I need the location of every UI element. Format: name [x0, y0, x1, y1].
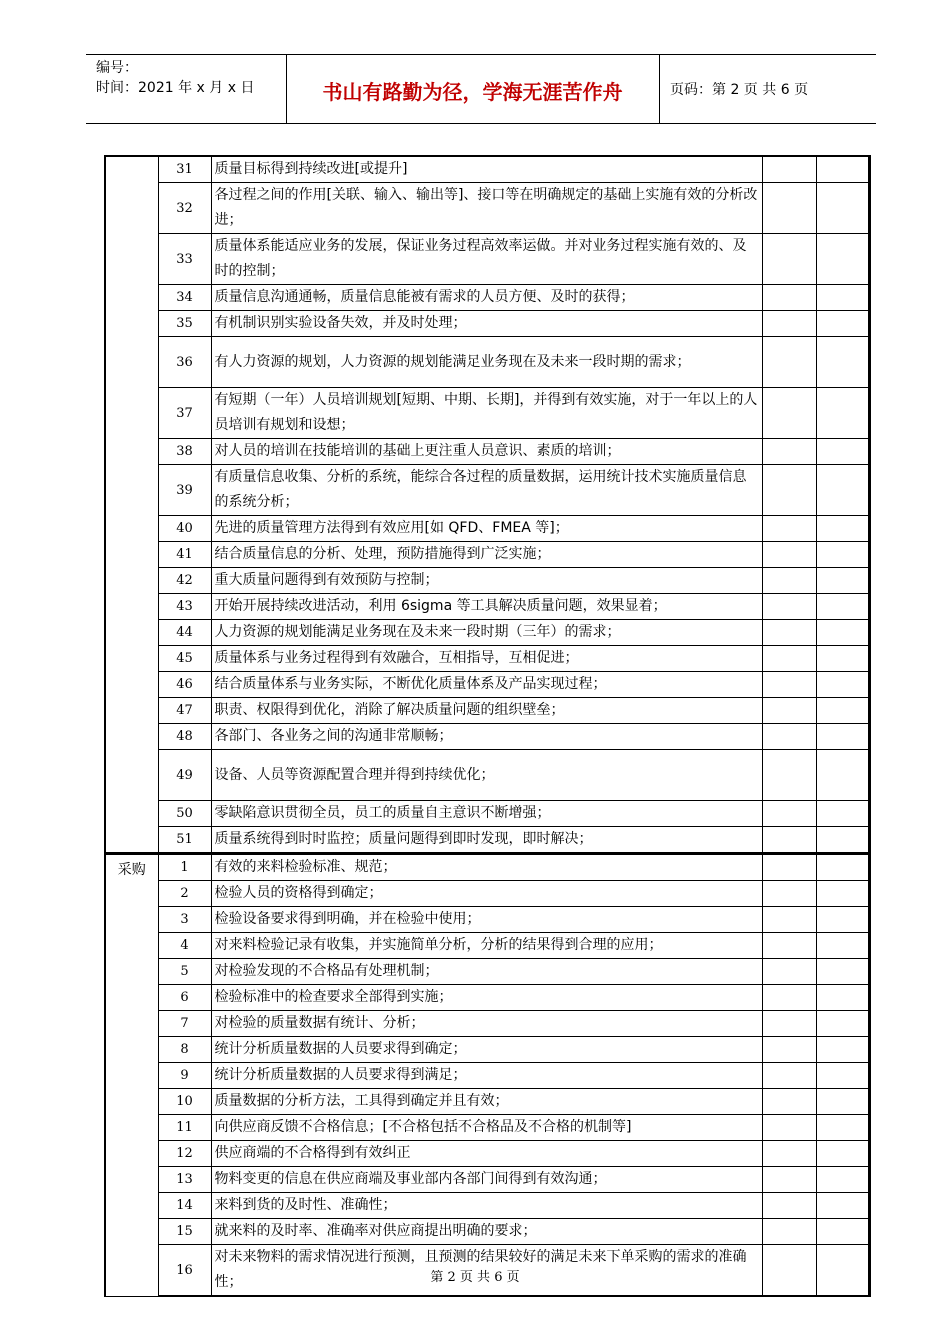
remark-cell[interactable]: [816, 827, 869, 854]
check-cell[interactable]: [762, 724, 816, 750]
table-row: [105, 337, 869, 388]
category-cell: [105, 156, 158, 854]
item-text: 结合质量信息的分析、处理，预防措施得到广泛实施；: [211, 542, 762, 568]
table-row: [105, 183, 869, 234]
check-cell[interactable]: [762, 620, 816, 646]
item-text: 供应商端的不合格得到有效纠正: [211, 1141, 762, 1167]
check-cell[interactable]: [762, 465, 816, 516]
remark-cell[interactable]: [816, 907, 869, 933]
item-text: 就来料的及时率、准确率对供应商提出明确的要求；: [211, 1219, 762, 1245]
remark-cell[interactable]: [816, 388, 869, 439]
item-number: 32: [158, 183, 211, 234]
check-cell[interactable]: [762, 1219, 816, 1245]
item-text: 向供应商反馈不合格信息；[不合格包括不合格品及不合格的机制等]: [211, 1115, 762, 1141]
check-cell[interactable]: [762, 907, 816, 933]
item-text: 重大质量问题得到有效预防与控制；: [211, 568, 762, 594]
table-row: [105, 516, 869, 542]
check-cell[interactable]: [762, 1193, 816, 1219]
item-number: 6: [158, 985, 211, 1011]
item-text: 统计分析质量数据的人员要求得到确定；: [211, 1037, 762, 1063]
check-cell[interactable]: [762, 646, 816, 672]
table-row: [105, 594, 869, 620]
table-row: [105, 1063, 869, 1089]
item-number: 46: [158, 672, 211, 698]
check-cell[interactable]: [762, 234, 816, 285]
item-number: 33: [158, 234, 211, 285]
item-text: 有短期（一年）人员培训规划[短期、中期、长期]，并得到有效实施，对于一年以上的人员培训有规划和设想；: [211, 388, 762, 439]
remark-cell[interactable]: [816, 750, 869, 801]
checklist-body: [105, 156, 869, 1296]
remark-cell[interactable]: [816, 1063, 869, 1089]
remark-cell[interactable]: [816, 234, 869, 285]
remark-cell[interactable]: [816, 881, 869, 907]
item-number: 43: [158, 594, 211, 620]
table-row: [105, 724, 869, 750]
item-number: 48: [158, 724, 211, 750]
item-number: 12: [158, 1141, 211, 1167]
table-row: [105, 1141, 869, 1167]
check-cell[interactable]: [762, 388, 816, 439]
table-row: [105, 620, 869, 646]
remark-cell[interactable]: [816, 311, 869, 337]
item-text: 有人力资源的规划，人力资源的规划能满足业务现在及未来一段时期的需求；: [211, 337, 762, 388]
item-number: 45: [158, 646, 211, 672]
category-cell: 采购: [105, 854, 158, 1297]
table-row: [105, 881, 869, 907]
item-text: 统计分析质量数据的人员要求得到满足；: [211, 1063, 762, 1089]
item-number: 15: [158, 1219, 211, 1245]
table-row: [105, 156, 869, 183]
item-number: 39: [158, 465, 211, 516]
item-text: 对人员的培训在技能培训的基础上更注重人员意识、素质的培训；: [211, 439, 762, 465]
check-cell[interactable]: [762, 827, 816, 854]
table-row: [105, 854, 869, 881]
item-text: 来料到货的及时性、准确性；: [211, 1193, 762, 1219]
check-cell[interactable]: [762, 439, 816, 465]
item-number: 42: [158, 568, 211, 594]
remark-cell[interactable]: [816, 959, 869, 985]
remark-cell[interactable]: [816, 698, 869, 724]
check-cell[interactable]: [762, 985, 816, 1011]
header-page-label: 页码：第 2 页 共 6 页: [670, 82, 809, 98]
item-number: 9: [158, 1063, 211, 1089]
item-number: 4: [158, 933, 211, 959]
table-row: [105, 439, 869, 465]
item-number: 51: [158, 827, 211, 854]
item-number: 50: [158, 801, 211, 827]
item-number: 11: [158, 1115, 211, 1141]
table-row: [105, 672, 869, 698]
remark-cell[interactable]: [816, 439, 869, 465]
remark-cell[interactable]: [816, 1115, 869, 1141]
table-row: [105, 1167, 869, 1193]
item-number: 13: [158, 1167, 211, 1193]
item-number: 10: [158, 1089, 211, 1115]
table-row: [105, 933, 869, 959]
remark-cell[interactable]: [816, 285, 869, 311]
item-text: 职责、权限得到优化，消除了解决质量问题的组织壁垒；: [211, 698, 762, 724]
table-row: [105, 1115, 869, 1141]
item-number: 2: [158, 881, 211, 907]
item-text: 有质量信息收集、分析的系统，能综合各过程的质量数据，运用统计技术实施质量信息的系统分析；: [211, 465, 762, 516]
remark-cell[interactable]: [816, 516, 869, 542]
item-text: 质量数据的分析方法，工具得到确定并且有效；: [211, 1089, 762, 1115]
item-number: 38: [158, 439, 211, 465]
item-text: 开始开展持续改进活动，利用 6sigma 等工具解决质量问题，效果显着；: [211, 594, 762, 620]
table-row: [105, 1011, 869, 1037]
item-text: 质量信息沟通通畅，质量信息能被有需求的人员方便、及时的获得；: [211, 285, 762, 311]
item-number: 47: [158, 698, 211, 724]
check-cell[interactable]: [762, 1089, 816, 1115]
item-number: 7: [158, 1011, 211, 1037]
remark-cell[interactable]: [816, 854, 869, 881]
table-row: [105, 1219, 869, 1245]
item-text: 检验设备要求得到明确，并在检验中使用；: [211, 907, 762, 933]
item-number: 16: [158, 1245, 211, 1297]
item-text: 对检验发现的不合格品有处理机制；: [211, 959, 762, 985]
item-text: 对来料检验记录有收集，并实施简单分析，分析的结果得到合理的应用；: [211, 933, 762, 959]
item-number: 44: [158, 620, 211, 646]
table-row: [105, 750, 869, 801]
remark-cell[interactable]: [816, 465, 869, 516]
item-text: 质量系统得到时时监控；质量问题得到即时发现，即时解决；: [211, 827, 762, 854]
header-bottom-rule: [86, 123, 876, 124]
check-cell[interactable]: [762, 1167, 816, 1193]
time-label: 时间：2021 年 x 月 x 日: [96, 80, 255, 96]
remark-cell[interactable]: [816, 542, 869, 568]
item-text: 有机制识别实验设备失效，并及时处理；: [211, 311, 762, 337]
header-meta: [96, 58, 254, 98]
check-cell[interactable]: [762, 542, 816, 568]
remark-cell[interactable]: [816, 156, 869, 183]
table-row: [105, 698, 869, 724]
table-row: [105, 568, 869, 594]
check-cell[interactable]: [762, 933, 816, 959]
item-text: 检验人员的资格得到确定；: [211, 881, 762, 907]
item-text: 有效的来料检验标准、规范；: [211, 854, 762, 881]
remark-cell[interactable]: [816, 985, 869, 1011]
remark-cell[interactable]: [816, 594, 869, 620]
item-text: 质量体系与业务过程得到有效融合，互相指导，互相促进；: [211, 646, 762, 672]
check-cell[interactable]: [762, 311, 816, 337]
table-row: [105, 801, 869, 827]
item-number: 40: [158, 516, 211, 542]
item-text: 零缺陷意识贯彻全员，员工的质量自主意识不断增强；: [211, 801, 762, 827]
item-text: 设备、人员等资源配置合理并得到持续优化；: [211, 750, 762, 801]
check-cell[interactable]: [762, 183, 816, 234]
remark-cell[interactable]: [816, 933, 869, 959]
table-row: [105, 542, 869, 568]
remark-cell[interactable]: [816, 620, 869, 646]
check-cell[interactable]: [762, 672, 816, 698]
check-cell[interactable]: [762, 750, 816, 801]
item-number: 34: [158, 285, 211, 311]
item-text: 质量目标得到持续改进[或提升]: [211, 156, 762, 183]
item-text: 先进的质量管理方法得到有效应用[如 QFD、FMEA 等]；: [211, 516, 762, 542]
remark-cell[interactable]: [816, 337, 869, 388]
remark-cell[interactable]: [816, 1089, 869, 1115]
item-text: 结合质量体系与业务实际，不断优化质量体系及产品实现过程；: [211, 672, 762, 698]
table-row: [105, 646, 869, 672]
item-number: 35: [158, 311, 211, 337]
check-cell[interactable]: [762, 594, 816, 620]
check-cell[interactable]: [762, 959, 816, 985]
check-cell[interactable]: [762, 1063, 816, 1089]
check-cell[interactable]: [762, 1141, 816, 1167]
check-cell[interactable]: [762, 1037, 816, 1063]
check-cell[interactable]: [762, 1011, 816, 1037]
remark-cell[interactable]: [816, 646, 869, 672]
remark-cell[interactable]: [816, 1037, 869, 1063]
table-row: [105, 907, 869, 933]
table-row: [105, 311, 869, 337]
check-cell[interactable]: [762, 801, 816, 827]
header-top-rule: [86, 54, 876, 55]
item-text: 各过程之间的作用[关联、输入、输出等]、接口等在明确规定的基础上实施有效的分析改进；: [211, 183, 762, 234]
item-number: 5: [158, 959, 211, 985]
table-row: [105, 388, 869, 439]
check-cell[interactable]: [762, 568, 816, 594]
item-number: 31: [158, 156, 211, 183]
table-row: [105, 959, 869, 985]
remark-cell[interactable]: [816, 672, 869, 698]
check-cell[interactable]: [762, 516, 816, 542]
header-divider-right: [659, 55, 660, 123]
item-number: 37: [158, 388, 211, 439]
remark-cell[interactable]: [816, 801, 869, 827]
table-row: [105, 234, 869, 285]
item-number: 36: [158, 337, 211, 388]
check-cell[interactable]: [762, 337, 816, 388]
check-cell[interactable]: [762, 854, 816, 881]
item-number: 3: [158, 907, 211, 933]
header-motto: 书山有路勤为径，学海无涯苦作舟: [322, 80, 623, 104]
item-text: 对未来物料的需求情况进行预测，且预测的结果较好的满足未来下单采购的需求的准确性；: [211, 1245, 762, 1297]
item-text: 人力资源的规划能满足业务现在及未来一段时期（三年）的需求；: [211, 620, 762, 646]
remark-cell[interactable]: [816, 1193, 869, 1219]
item-number: 1: [158, 854, 211, 881]
remark-cell[interactable]: [816, 183, 869, 234]
table-row: [105, 1193, 869, 1219]
table-row: [105, 465, 869, 516]
serial-label: 编号：: [96, 60, 138, 76]
item-number: 14: [158, 1193, 211, 1219]
remark-cell[interactable]: [816, 1167, 869, 1193]
check-cell[interactable]: [762, 698, 816, 724]
check-cell[interactable]: [762, 156, 816, 183]
remark-cell[interactable]: [816, 724, 869, 750]
table-row: [105, 1089, 869, 1115]
item-number: 49: [158, 750, 211, 801]
remark-cell[interactable]: [816, 1219, 869, 1245]
remark-cell[interactable]: [816, 1141, 869, 1167]
remark-cell[interactable]: [816, 568, 869, 594]
check-cell[interactable]: [762, 285, 816, 311]
item-text: 对检验的质量数据有统计、分析；: [211, 1011, 762, 1037]
check-cell[interactable]: [762, 881, 816, 907]
checklist-table: [104, 155, 871, 1297]
remark-cell[interactable]: [816, 1011, 869, 1037]
item-text: 质量体系能适应业务的发展，保证业务过程高效率运做。并对业务过程实施有效的、及时的控制；: [211, 234, 762, 285]
item-number: 8: [158, 1037, 211, 1063]
item-text: 物料变更的信息在供应商端及事业部内各部门间得到有效沟通；: [211, 1167, 762, 1193]
footer-page-number: 第 2 页 共 6 页: [430, 1270, 520, 1285]
table-row: [105, 827, 869, 854]
item-number: 41: [158, 542, 211, 568]
table-row: [105, 985, 869, 1011]
check-cell[interactable]: [762, 1115, 816, 1141]
item-text: 各部门、各业务之间的沟通非常顺畅；: [211, 724, 762, 750]
table-row: [105, 285, 869, 311]
item-text: 检验标准中的检查要求全部得到实施；: [211, 985, 762, 1011]
table-row: [105, 1037, 869, 1063]
